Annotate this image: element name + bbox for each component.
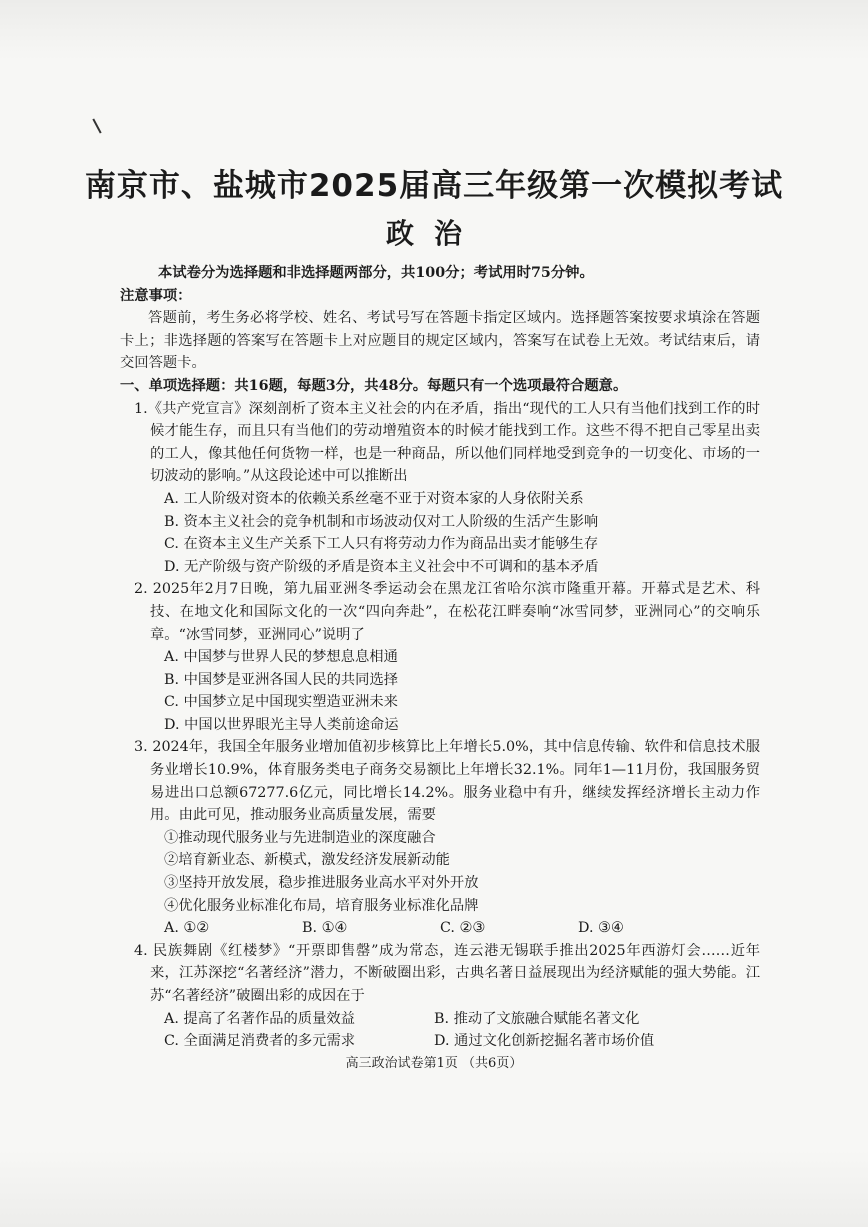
option-d: D. 中国以世界眼光主导人类前途命运 — [164, 716, 399, 733]
statement-item: ④优化服务业标准化布局，培育服务业标准化品牌 — [164, 897, 479, 914]
option-c: C. 在资本主义生产关系下工人只有将劳动力作为商品出卖才能够生存 — [164, 536, 599, 553]
option-row — [120, 1030, 760, 1053]
statement-item: ②培育新业态、新模式，激发经济发展新动能 — [164, 852, 450, 869]
statement-item: ①推动现代服务业与先进制造业的深度融合 — [164, 829, 436, 846]
page-footer: 高三政治试卷第1页 （共6页） — [345, 1056, 523, 1071]
exam-content — [120, 262, 760, 1053]
question-stem: 4. 民族舞剧《红楼梦》“开票即售罄”成为常态，连云港无锡联手推出2025年西游灯会……近年来，江苏深挖“名著经济”潜力，不断破圈出彩，古典名著日益展现出为经济赋能的强大势能。江苏“名著经济”破圈出彩的成因在于 — [134, 942, 760, 1004]
option-a: A. 工人阶级对资本的依赖关系丝毫不亚于对资本家的人身依附关系 — [164, 490, 584, 507]
exam-summary: 本试卷分为选择题和非选择题两部分，共100分；考试用时75分钟。 — [158, 265, 594, 281]
question-stem: 2. 2025年2月7日晚，第九届亚洲冬季运动会在黑龙江省哈尔滨市隆重开幕。开幕式是艺术、科技、在地文化和国际文化的一次“四向奔赴”，在松花江畔奏响“冰雪同梦，亚洲同心”的交响乐章。“冰雪同梦，亚洲同心”说明了 — [134, 581, 760, 643]
question-4 — [120, 940, 760, 1053]
option-a: A. 中国梦与世界人民的梦想息息相通 — [164, 649, 398, 666]
option-c: C. 中国梦立足中国现实塑造亚洲未来 — [164, 694, 398, 711]
option-row — [120, 917, 760, 940]
option-row — [120, 1008, 760, 1031]
statement-item: ③坚持开放发展，稳步推进服务业高水平对外开放 — [164, 875, 479, 892]
section-heading: 一、单项选择题：共16题，每题3分，共48分。每题只有一个选项最符合题意。 — [120, 377, 628, 394]
option-b: B. ①④ — [302, 920, 348, 937]
option-d: D. 通过文化创新挖掘名著市场价值 — [434, 1033, 655, 1050]
question-1 — [120, 398, 760, 579]
subject-title: 政治 — [385, 217, 482, 250]
question-3 — [120, 736, 760, 939]
option-c: C. ②③ — [440, 920, 486, 937]
option-c: C. 全面满足消费者的多元需求 — [164, 1033, 356, 1050]
notice-heading: 注意事项： — [120, 287, 192, 304]
scan-mark — [92, 118, 101, 133]
option-a: A. 提高了名著作品的质量效益 — [164, 1010, 355, 1027]
question-stem: 3. 2024年，我国全年服务业增加值初步核算比上年增长5.0%，其中信息传输、软件和信息技术服务业增长10.9%，体育服务类电子商务交易额比上年增长32.1%。同年1—11月份，我国服务贸易进出口总额67277.6亿元，同比增长14.2%。服务业稳中有升，继续发挥经济增长主动力作用。由此可见，推动服务业高质量发展，需要 — [134, 739, 760, 824]
option-a: A. ①② — [164, 920, 210, 937]
question-stem: 1.《共产党宣言》深刻剖析了资本主义社会的内在矛盾，指出“现代的工人只有当他们找到工作的时候才能生存，而且只有当他们的劳动增殖资本的时候才能找到工作。这些不得不把自己零星出卖的工人，像其他任何货物一样，也是一种商品，所以他们同样地受到竞争的一切变化、市场的一切波动的影响。”从这段论述中可以推断出 — [134, 400, 760, 485]
option-d: D. 无产阶级与资产阶级的矛盾是资本主义社会中不可调和的基本矛盾 — [164, 558, 599, 575]
option-d: D. ③④ — [578, 920, 624, 937]
option-b: B. 中国梦是亚洲各国人民的共同选择 — [164, 671, 399, 688]
notice-text: 答题前，考生务必将学校、姓名、考试号写在答题卡指定区域内。选择题答案按要求填涂在答题卡上；非选择题的答案写在答题卡上对应题目的规定区域内，答案写在试卷上无效。考试结束后，请交回答题卡。 — [120, 310, 760, 372]
exam-title: 南京市、盐城市2025届高三年级第一次模拟考试 — [84, 168, 784, 204]
question-2 — [120, 578, 760, 736]
option-b: B. 资本主义社会的竞争机制和市场波动仅对工人阶级的生活产生影响 — [164, 513, 599, 530]
option-b: B. 推动了文旅融合赋能名著文化 — [434, 1010, 640, 1027]
